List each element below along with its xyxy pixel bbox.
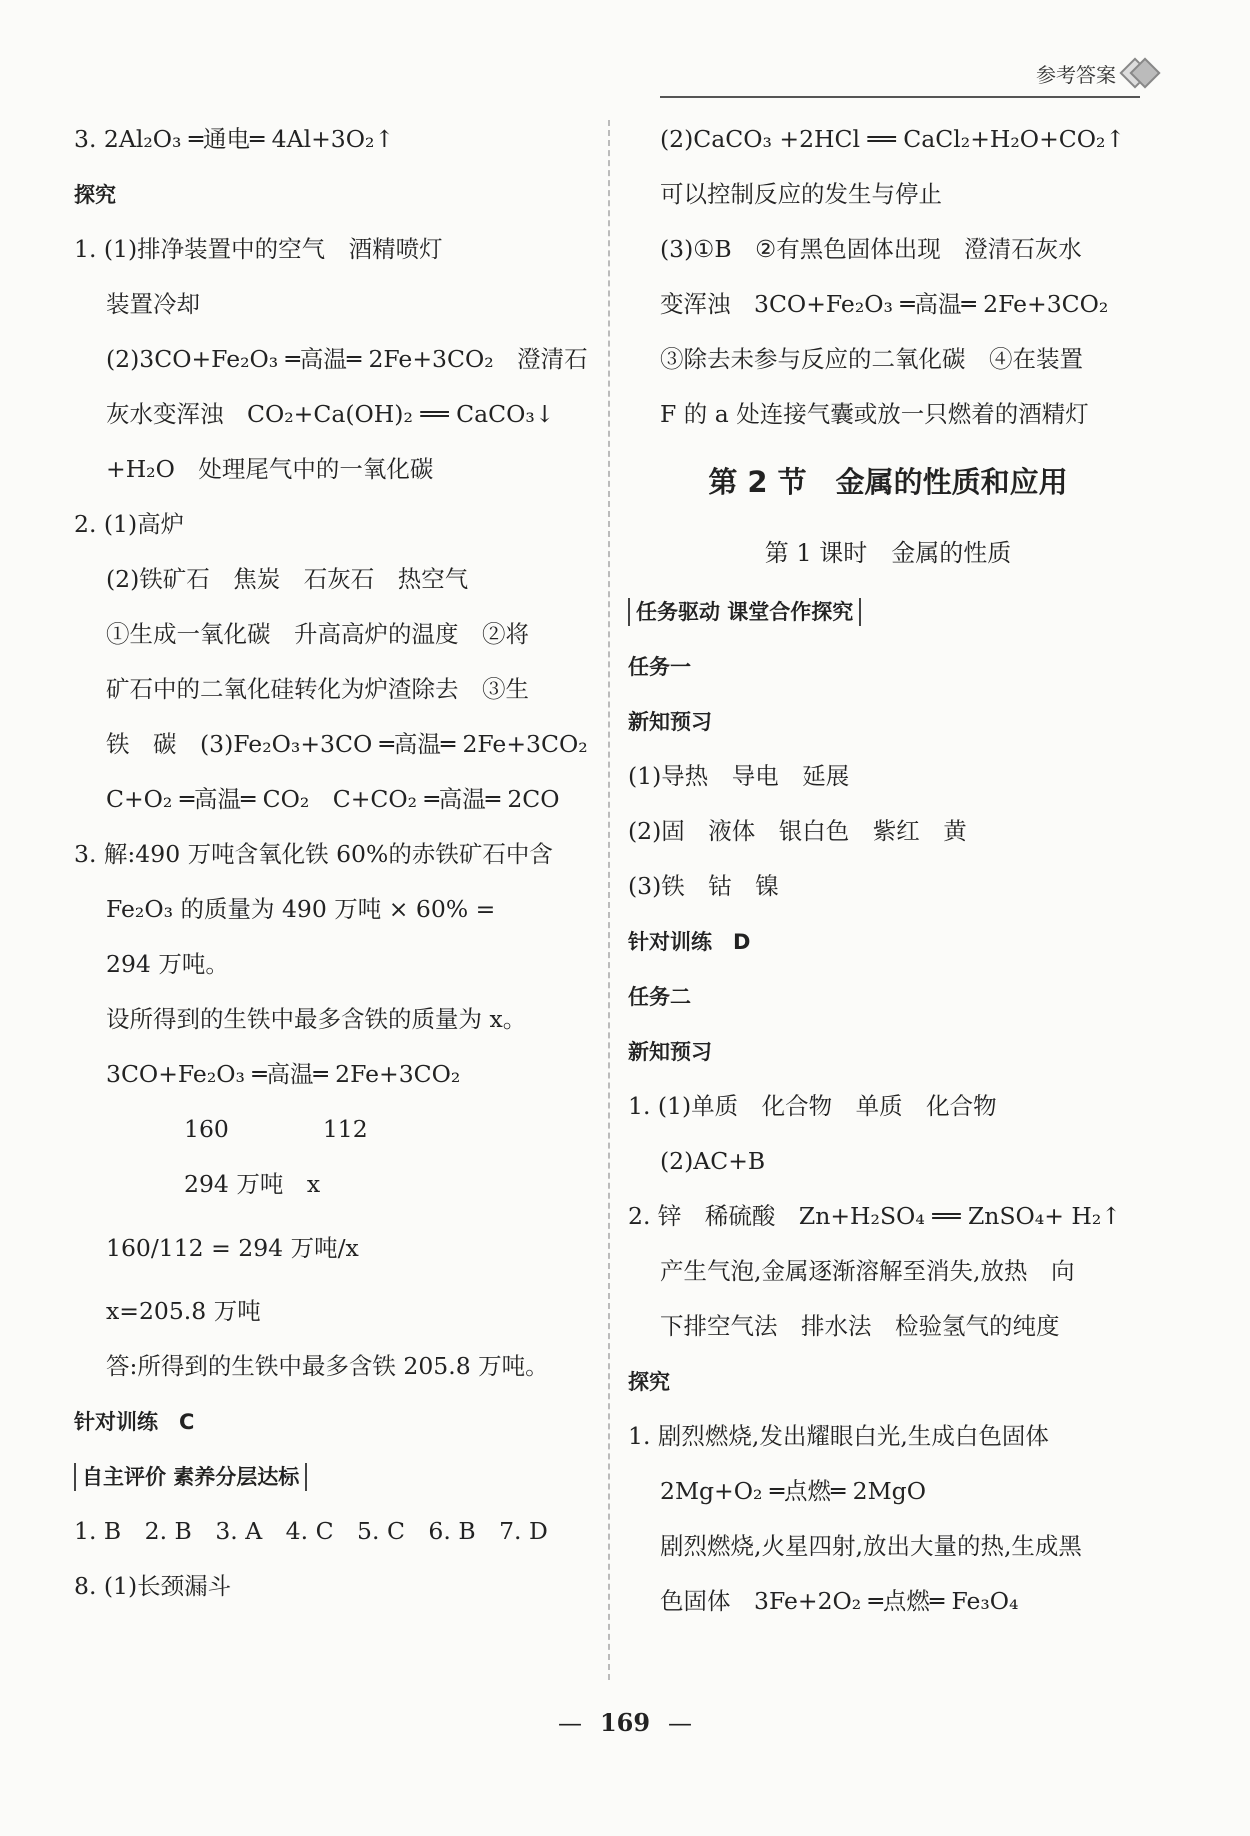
answer-line: ③除去未参与反应的二氧化碳 ④在装置 (660, 345, 1083, 373)
header-rule (660, 96, 1140, 98)
answer-line (74, 1394, 604, 1449)
answer-line (628, 969, 1148, 1024)
answer-line: (2)CaCO₃ +2HCl ══ CaCl₂+H₂O+CO₂↑ (660, 125, 1126, 153)
right-column (628, 112, 1148, 1629)
answer-line: F 的 a 处连接气囊或放一只燃着的酒精灯 (660, 400, 1089, 428)
answer-line: 下排空气法 排水法 检验氢气的纯度 (660, 1312, 1060, 1340)
right-column-top (628, 112, 1148, 442)
answer-line: 色固体 3Fe+2O₂ ═点燃═ Fe₃O₄ (660, 1587, 1019, 1615)
answer-line (628, 1024, 1148, 1079)
answer-line: 294 万吨。 (106, 950, 229, 978)
answer-line: 可以控制反应的发生与停止 (660, 180, 942, 208)
answer-line: 产生气泡,金属逐渐溶解至消失,放热 向 (660, 1257, 1075, 1285)
answer-line: 2Mg+O₂ ═点燃═ 2MgO (660, 1477, 926, 1505)
heading-label: 探究 (74, 183, 116, 207)
answer-line: 铁 碳 (3)Fe₂O₃+3CO ═高温═ 2Fe+3CO₂ (106, 730, 588, 758)
heading-label: 新知预习 (628, 710, 712, 734)
answer-line: 1. (1)排净装置中的空气 酒精喷灯 (74, 235, 443, 263)
answer-line: 294 万吨 x (184, 1170, 321, 1198)
header-title: 参考答案 (1036, 62, 1116, 87)
answer-line: 设所得到的生铁中最多含铁的质量为 x。 (106, 1005, 527, 1033)
answer-line: (3)①B ②有黑色固体出现 澄清石灰水 (660, 235, 1082, 263)
answer-line: 变浑浊 3CO+Fe₂O₃ ═高温═ 2Fe+3CO₂ (660, 290, 1109, 318)
answer-line: C+O₂ ═高温═ CO₂ C+CO₂ ═高温═ 2CO (106, 785, 560, 813)
subsection-title: 第 1 课时 金属的性质 (764, 539, 1012, 567)
answer-line (628, 1354, 1148, 1409)
answer-line: 160 112 (184, 1115, 368, 1143)
answer-line: (2)AC+B (660, 1147, 766, 1175)
heading-label: 任务二 (628, 985, 691, 1009)
answer-line: (2)3CO+Fe₂O₃ ═高温═ 2Fe+3CO₂ 澄清石 (106, 345, 588, 373)
left-column (74, 112, 604, 1614)
answer-line: x=205.8 万吨 (106, 1297, 261, 1325)
answer-line: (3)铁 钴 镍 (628, 872, 779, 900)
answer-line: Fe₂O₃ 的质量为 490 万吨 × 60% = (106, 895, 496, 923)
answer-line: 答:所得到的生铁中最多含铁 205.8 万吨。 (106, 1352, 549, 1380)
boxed-heading: 任务驱动 课堂合作探究 (628, 598, 861, 626)
section-title: 第 2 节 金属的性质和应用 (708, 465, 1068, 499)
heading-label: 探究 (628, 1370, 670, 1394)
diamond-ornament-icon (1124, 58, 1154, 88)
answer-line: 160/112 = 294 万吨/x (106, 1234, 359, 1262)
answer-line: 8. (1)长颈漏斗 (74, 1572, 232, 1600)
answer-line: (2)固 液体 银白色 紫红 黄 (628, 817, 967, 845)
answer-line: 剧烈燃烧,火星四射,放出大量的热,生成黑 (660, 1532, 1082, 1560)
answer-line: 装置冷却 (106, 290, 200, 318)
heading-label: 新知预习 (628, 1040, 712, 1064)
answer-line: 2. 锌 稀硫酸 Zn+H₂SO₄ ══ ZnSO₄+ H₂↑ (628, 1202, 1121, 1230)
answer-line: 灰水变浑浊 CO₂+Ca(OH)₂ ══ CaCO₃↓ (106, 400, 555, 428)
heading-label: 任务一 (628, 655, 691, 679)
answer-line: 3. 解:490 万吨含氧化铁 60%的赤铁矿石中含 (74, 840, 553, 868)
answer-line: 1. B 2. B 3. A 4. C 5. C 6. B 7. D (74, 1517, 548, 1545)
answer-line: 1. (1)单质 化合物 单质 化合物 (628, 1092, 997, 1120)
answer-line: +H₂O 处理尾气中的一氧化碳 (106, 455, 434, 483)
answer-line (74, 167, 604, 222)
answer-line (628, 914, 1148, 969)
answer-line: ①生成一氧化碳 升高高炉的温度 ②将 (106, 620, 529, 648)
column-divider (608, 120, 610, 1680)
heading-label: 针对训练 D (628, 930, 751, 954)
answer-line: 矿石中的二氧化硅转化为炉渣除去 ③生 (106, 675, 529, 703)
answer-line (628, 694, 1148, 749)
answer-line: 3CO+Fe₂O₃ ═高温═ 2Fe+3CO₂ (106, 1060, 461, 1088)
right-column-bottom (628, 584, 1148, 1629)
heading-label: 针对训练 C (74, 1410, 195, 1434)
answer-line: (1)导热 导电 延展 (628, 762, 850, 790)
answer-line: 1. 剧烈燃烧,发出耀眼白光,生成白色固体 (628, 1422, 1049, 1450)
answer-line (628, 639, 1148, 694)
answer-line: 3. 2Al₂O₃ ═通电═ 4Al+3O₂↑ (74, 125, 395, 153)
answer-line (74, 1449, 604, 1504)
boxed-heading: 自主评价 素养分层达标 (74, 1463, 307, 1491)
page-number: — 169 — (557, 1708, 693, 1737)
answer-line (628, 584, 1148, 639)
answer-line: (2)铁矿石 焦炭 石灰石 热空气 (106, 565, 469, 593)
answer-line: 2. (1)高炉 (74, 510, 185, 538)
page-header (1036, 58, 1154, 88)
page-number-value: 169 (599, 1708, 651, 1737)
